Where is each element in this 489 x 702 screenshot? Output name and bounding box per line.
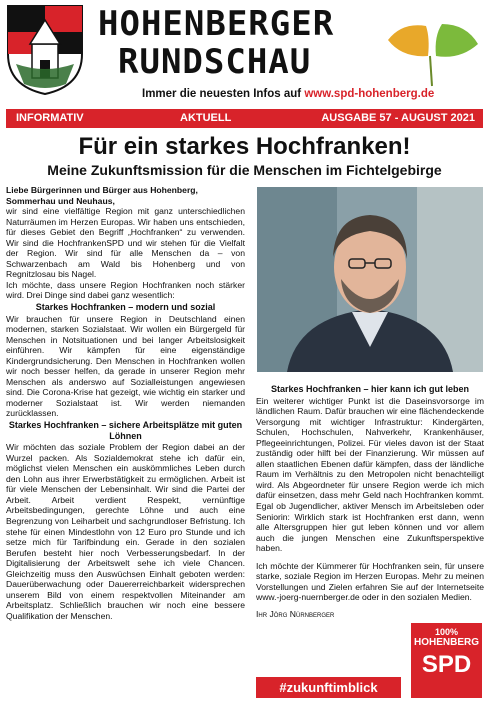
paragraph-intro-2: Ich möchte, dass unsere Region Hochfranken noch stärker wird. Drei Dinge sind dabei ganz wesentlich: (6, 279, 245, 301)
spd-logo (411, 623, 482, 698)
logo-town: HOHENBERG (413, 637, 479, 648)
paragraph-daseinsvorsorge: Ein weiterer wichtiger Punkt ist die Daseinsvorsorge im ländlichen Raum. Dafür brauchen wir eine flächendeckende Versorgung mit wichtiger Infrastruktur: Kindergärten, Schulen, Hochschulen, Nahverkehr, Krankenhäuser, Pflegeeinrichtungen, Polizei. Für vieles davon ist der Staat zuständig oder hilft bei der Finanzierung. Wir müssen auf allen staatlichen Ebenen dafür kämpfen, dass der ländliche Raum im Verhältnis zu den Metropolen nicht benachteiligt wird. Als Abgeordneter für unsere Region werde ich mich dafür einsetzen, dass mehr Geld nach Hochfranken kommt. Egal ob Jugendlicher, aktiver Mensch im Arbeitsleben oder Seniorin: Wirklich stark ist Hochfranken erst dann, wenn alle Altersgruppen hier gut leben können und vor allem auch die jungen Menschen eine Zukunftsperspektive haben. (256, 395, 484, 554)
issue-bar (6, 109, 483, 128)
greeting: Liebe Bürgerinnen und Bürger aus Hohenberg, Sommerhau und Neuhaus, (6, 185, 198, 206)
hashtag-banner: #zukunftimblick (256, 677, 401, 698)
left-column (6, 185, 245, 621)
town-crest-logo (6, 4, 84, 96)
tagline-text: Immer die neuesten Infos auf (142, 88, 305, 100)
candidate-photo (257, 187, 483, 372)
bar-label-issue: AUSGABE 57 - AUGUST 2021 (321, 112, 475, 124)
subheadline: Meine Zukunftsmission für die Menschen im Fichtelgebirge (47, 162, 442, 178)
headline: Für ein starkes Hochfranken! (78, 133, 411, 160)
website-link[interactable]: www.spd-hohenberg.de (304, 88, 435, 100)
right-column (256, 383, 484, 619)
bar-label-aktuell: AKTUELL (180, 112, 232, 124)
subheading-modern-sozial: Starkes Hochfranken – modern und sozial (35, 302, 216, 313)
paragraph-intro: wir sind eine vielfältige Region mit ganz unterschiedlichen Naturräumen im Herzen Europas. Wir haben uns entschieden, für dieses Gebiet den Begriff „Hochfranken“ zu verwenden. Wir sind die HochfrankenSPD und wir stehen für die Vielfalt der Region. Wir sind für alle Menschen da – von Schwarzenbach am Wald bis Hohenberg und von Regnitzlosau bis Nagel. (6, 206, 245, 280)
subheading-gut-leben: Starkes Hochfranken – hier kann ich gut leben (270, 384, 470, 394)
tagline (142, 88, 434, 100)
signature: Ihr Jörg Nürnberger (256, 608, 335, 619)
paragraph-kuemmerer: Ich möchte der Kümmerer für Hochfranken sein, für unsere starke, soziale Region im Herzen Europas. Mehr zu meinen Vorstellungen und Zielen erfahren Sie auf der Internetseite www.-joerg-nuernberger.de oder in den sozialen Medien. (256, 560, 484, 603)
logo-percent: 100% (434, 627, 459, 637)
paragraph-arbeit: Wir möchten das soziale Problem der Region dabei an der Wurzel packen. Als Sozialdemokrat stehe ich dafür ein, möglichst vielen Menschen ein auskömmliches Leben durch den Lohn aus ihrer Erwerbstätigkeit zu ermöglichen. Arbeit ist für viele Menschen der Lebensinhalt. Wir sind die Partei der Arbeit. Arbeit verdient Respekt, vernünftige Arbeitsbedingungen, gerechte Löhne und auch eine Begrenzung von Leiharbeit und sachgrundloser Befristung. Ich stehe für einen Mindestlohn von 12 Euro pro Stunde und ich setze mich für Tarifbindung ein. Gerade in den sozialen Berufen besteht hier noch Verbesserungsbedarf. In der Digitalisierung der Arbeitswelt sehe ich viele Chancen. Gleichzeitig muss den Auswüchsen Einhalt geboten werden: Dauerüberwachung oder Dauererreichbarkeit widersprechen unserem Bild von einem respektvollen Miteinander am Arbeitsplatz. Schließlich brauchen wir noch eine bessere Qualifikation der Menschen. (6, 442, 245, 621)
masthead-title-line1: HOHENBERGER (98, 4, 335, 44)
ginkgo-leaf-icon (382, 18, 482, 88)
masthead-title-line2: RUNDSCHAU (118, 42, 312, 82)
bar-label-informativ: INFORMATIV (16, 112, 84, 124)
paragraph-sozialstaat: Wir brauchen für unsere Region in Deutschland einen modernen, starken Sozialstaat. Wir wollen ein Bürgergeld für Menschen in Notsituationen und bei langer Arbeitslosigkeit einführen. Wir kämpfen für eine eigenständige Kindergrundsicherung. Den Menschen in Hochfranken wollen wir noch besser helfen, da gerade in unserer Region mehr Menschen als anderswo auf Sozialleistungen angewiesen sind. Die Corona-Krise hat gezeigt, wie wichtig ein starker und moderner Sozialstaat ist. Wir werden niemanden zurücklassen. (6, 313, 245, 419)
logo-spd: SPD (421, 651, 472, 678)
subheading-arbeitsplaetze: Starkes Hochfranken – sichere Arbeitsplätze mit guten Löhnen (8, 420, 243, 441)
